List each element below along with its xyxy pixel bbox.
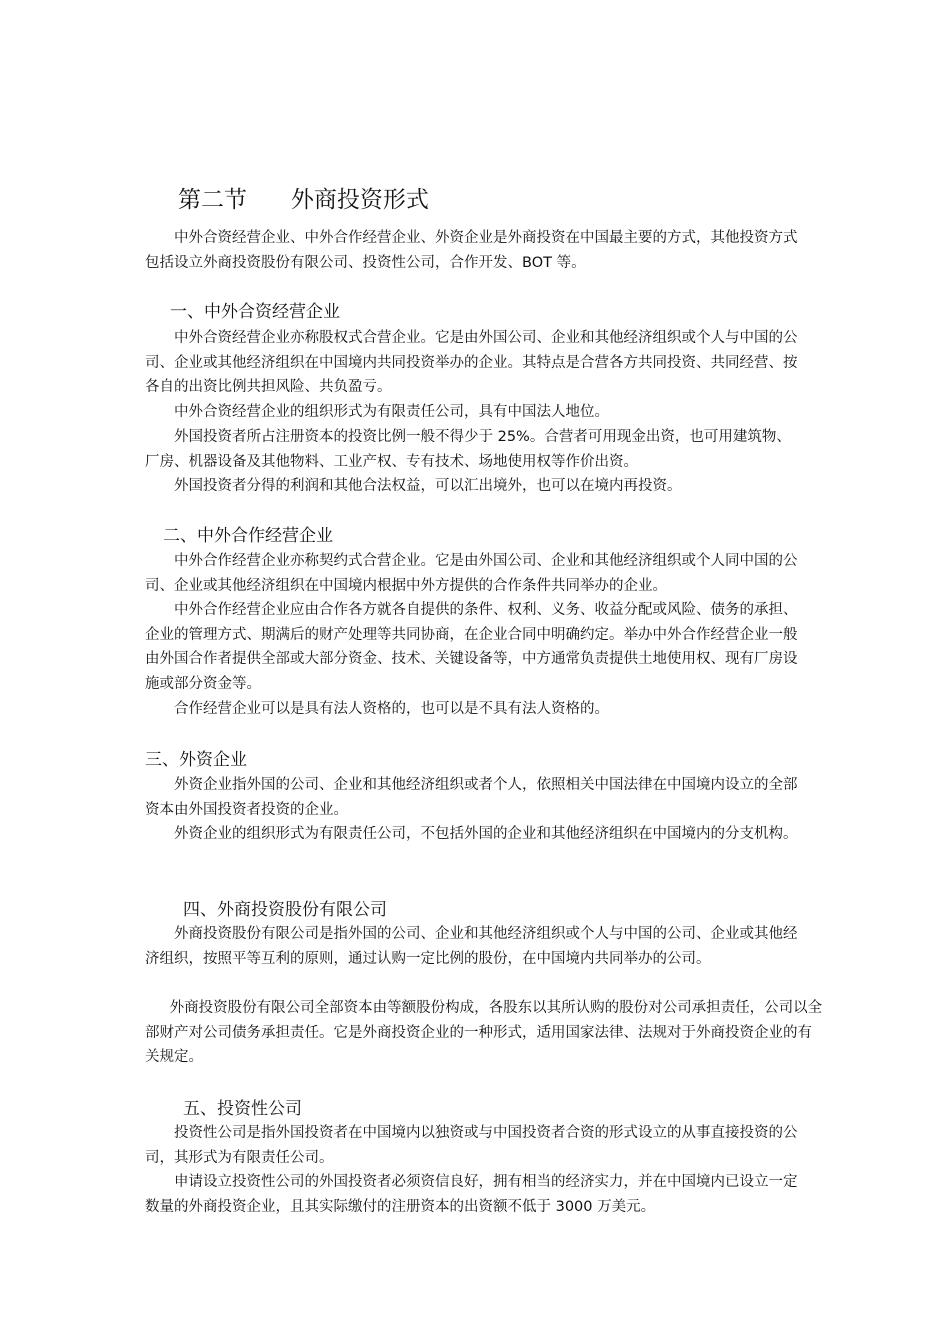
paragraph: 外商投资股份有限公司是指外国的公司、企业和其他经济组织或个人与中国的公司、企业或其他经济组织，按照平等互利的原则，通过认购一定比例的股份，在中国境内共同举办的公司。: [145, 926, 798, 967]
paragraph: 投资性公司是指外国投资者在中国境内以独资或与中国投资者合资的形式设立的从事直接投资的公司，其形式为有限责任公司。: [145, 1125, 798, 1166]
heading-joint-venture: 一、中外合资经营企业: [170, 302, 340, 322]
heading-investment-company: 五、投资性公司: [183, 1099, 302, 1119]
heading-cooperative: 二、中外合作经营企业: [163, 526, 333, 546]
paragraph: 外资企业指外国的公司、企业和其他经济组织或者个人，依照相关中国法律在中国境内设立的全部资本由外国投资者投资的企业。: [145, 777, 798, 818]
heading-joint-stock: 四、外商投资股份有限公司: [183, 900, 387, 920]
intro-paragraph: 中外合资经营企业、中外合作经营企业、外资企业是外商投资在中国最主要的方式，其他投资方式包括设立外商投资股份有限公司、投资性公司，合作开发、BOT 等。: [145, 230, 798, 271]
paragraph: 外国投资者分得的利润和其他合法权益，可以汇出境外，也可以在境内再投资。: [174, 478, 682, 494]
paragraph: 中外合作经营企业亦称契约式合营企业。它是由外国公司、企业和其他经济组织或个人同中国的公司、企业或其他经济组织在中国境内根据中外方提供的合作条件共同举办的企业。: [145, 553, 798, 594]
paragraph: 申请设立投资性公司的外国投资者必须资信良好，拥有相当的经济实力，并在中国境内已设立一定数量的外商投资企业，且其实际缴付的注册资本的出资额不低于 3000 万美元。: [145, 1174, 798, 1215]
paragraph: 中外合资经营企业的组织形式为有限责任公司，具有中国法人地位。: [174, 404, 609, 420]
paragraph: 外资企业的组织形式为有限责任公司，不包括外国的企业和其他经济组织在中国境内的分支机构。: [174, 826, 798, 842]
paragraph: 中外合作经营企业应由合作各方就各自提供的条件、权利、义务、收益分配或风险、债务的承担、企业的管理方式、期满后的财产处理等共同协商，在企业合同中明确约定。举办中外合作经营企业一般由外国合作者提供全部或大部分资金、技术、关键设备等，中方通常负责提供土地使用权、现有厂房设施或部分资金等。: [145, 602, 798, 692]
paragraph: 外国投资者所占注册资本的投资比例一般不得少于 25%。合营者可用现金出资，也可用建筑物、厂房、机器设备及其他物料、工业产权、专有技术、场地使用权等作价出资。: [145, 429, 791, 470]
paragraph: 中外合资经营企业亦称股权式合营企业。它是由外国公司、企业和其他经济组织或个人与中国的公司、企业或其他经济组织在中国境内共同投资举办的企业。其特点是合营各方共同投资、共同经营、按各自的出资比例共担风险、共负盈亏。: [145, 330, 798, 396]
paragraph: 外商投资股份有限公司全部资本由等额股份构成，各股东以其所认购的股份对公司承担责任，公司以全部财产对公司债务承担责任。它是外商投资企业的一种形式，适用国家法律、法规对于外商投资企业的有关规定。: [145, 1000, 823, 1066]
paragraph: 合作经营企业可以是具有法人资格的，也可以是不具有法人资格的。: [174, 701, 609, 717]
heading-foreign-owned: 三、外资企业: [145, 750, 247, 770]
section-title: 第二节 外商投资形式: [178, 187, 429, 213]
